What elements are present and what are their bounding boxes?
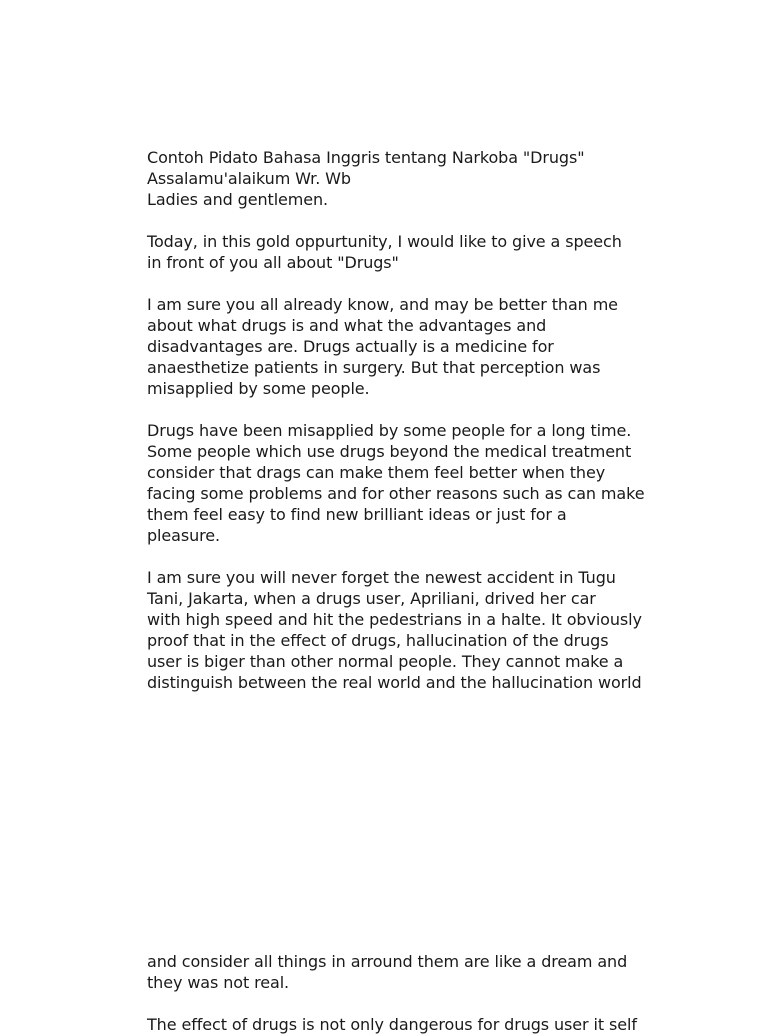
dream-paragraph: and consider all things in arround them are like a dream and they was not real.	[147, 952, 628, 992]
speech-text-top	[147, 147, 707, 693]
effects-paragraph: The effect of drugs is not only dangerous for drugs user it self	[147, 1015, 637, 1034]
speech-text-bottom	[147, 951, 707, 1035]
misuse-paragraph: Drugs have been misapplied by some people for a long time. Some people which use drugs beyond the medical treatment consider that drags can make them feel better when they facing some problems and for other reasons such as can make them feel easy to find new brilliant ideas or just for a pleasure.	[147, 421, 645, 545]
intro-paragraph: Today, in this gold oppurtunity, I would like to give a speech in front of you all about "Drugs"	[147, 232, 622, 272]
accident-paragraph: I am sure you will never forget the newest accident in Tugu Tani, Jakarta, when a drugs user, Apriliani, drived her car with high speed and hit the pedestrians in a halte. It obviously proof that in the effect of drugs, hallucination of the drugs user is biger than other normal people. They cannot make a distinguish between the real world and the hallucination world	[147, 568, 642, 692]
drugs-definition-paragraph: I am sure you all already know, and may be better than me about what drugs is and what the advantages and disadvantages are. Drugs actually is a medicine for anaesthetize patients in surgery. But that perception was misapplied by some people.	[147, 295, 618, 398]
title-greeting-paragraph: Contoh Pidato Bahasa Inggris tentang Narkoba "Drugs" Assalamu'alaikum Wr. Wb Ladies and gentlemen.	[147, 148, 585, 209]
